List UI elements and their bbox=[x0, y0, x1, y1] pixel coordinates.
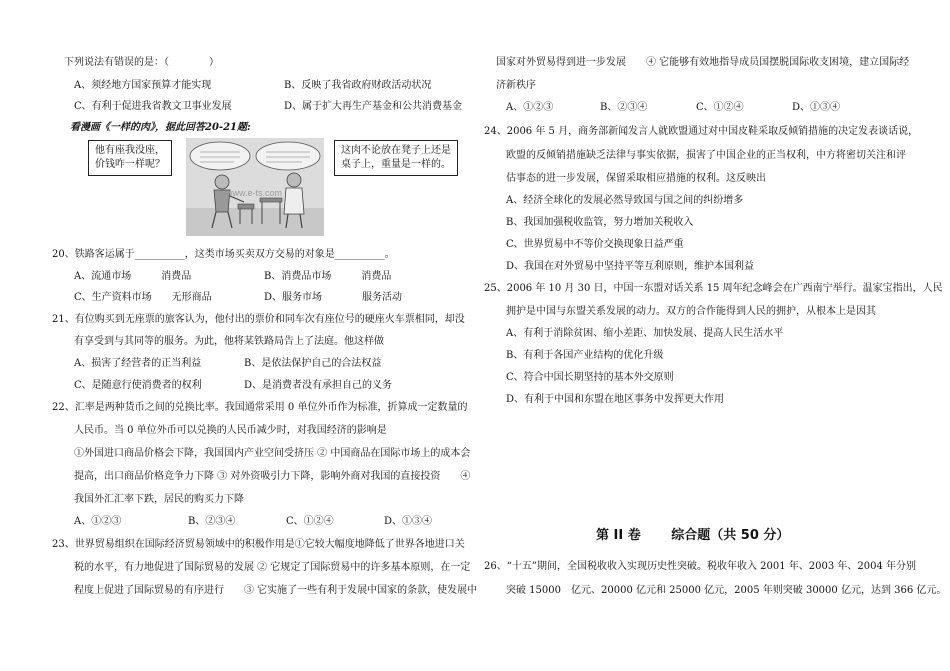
comic-image bbox=[186, 138, 324, 236]
comic-right-bubble-line-1: 这肉不论放在凳子上还是 bbox=[341, 145, 451, 156]
q20-stem: 20、铁路客运属于__________，这类市场买卖双方交易的对象是__________。 bbox=[52, 249, 395, 260]
q24-line-1: 24、2006 年 5 月，商务部新闻发言人就欧盟通过对中国皮鞋采取反倾销措施的决定发表谈话说， bbox=[484, 126, 919, 137]
comic-intro: 看漫画《一样的肉》，据此回答20-21题: bbox=[70, 122, 251, 133]
q21-line-1: 21、有位购买到无座票的旅客认为，他付出的票价和同车次有座位号的硬座火车票相同，却没 bbox=[52, 314, 465, 325]
comic-left-bubble bbox=[88, 140, 172, 176]
q20-option-c: C、生产资料市场 无形商品 bbox=[74, 292, 212, 303]
q24-option-b: B、我国加强税收监管，努力增加关税收入 bbox=[506, 217, 694, 228]
q23-option-d: D、①③④ bbox=[792, 102, 841, 113]
q26-line-2: 突破 15000 亿元、20000 亿元和 25000 亿元，2005 年则突破 30000 亿元，达到 366 亿元。 bbox=[506, 585, 947, 596]
q19-option-b: B、反映了我省政府财政活动状况 bbox=[284, 80, 432, 91]
q20-option-a: A、流通市场 消费品 bbox=[74, 271, 192, 282]
q25-option-c: C、符合中国长期坚持的基本外交原则 bbox=[506, 372, 674, 383]
q22-line-2: 人民币。当 0 单位外币可以兑换的人民币减少时，对我国经济的影响是 bbox=[74, 425, 387, 436]
q25-line-1: 25、2006 年 10 月 30 日，中国一东盟对话关系 15 周年纪念峰会在广西南宁举行。温家宝指出，人民 bbox=[484, 283, 943, 294]
q20-option-d: D、服务市场 服务活动 bbox=[264, 292, 403, 303]
q25-option-a: A、有利于消除贫困、缩小差距、加快发展、提高人民生活水平 bbox=[506, 328, 784, 339]
q20-option-b: B、消费品市场 消费品 bbox=[264, 271, 392, 282]
q21-option-a: A、损害了经营者的正当利益 bbox=[74, 358, 202, 369]
q23-option-b: B、②③④ bbox=[600, 102, 648, 113]
q23-line-3: 程度上促进了国际贸易的有序进行 ③ 它实施了一些有利于发展中国家的条款，使发展中 bbox=[74, 585, 478, 596]
q22-option-a: A、①②③ bbox=[74, 516, 122, 527]
q23-option-a: A、①②③ bbox=[506, 102, 554, 113]
q22-line-3: ①外国进口商品价格会下降，我国国内产业空间受挤压 ② 中国商品在国际市场上的成本会 bbox=[74, 448, 471, 459]
q22-line-5: 我国外汇汇率下跌，居民的购买力下降 bbox=[74, 494, 244, 505]
q21-line-2: 有享受到与其同等的服务。为此，他将某铁路局告上了法庭。他这样做 bbox=[74, 336, 384, 347]
q23-option-c: C、①②④ bbox=[696, 102, 744, 113]
comic-left-bubble-line-1: 他有座我没座， bbox=[95, 145, 165, 156]
q22-option-d: D、①③④ bbox=[384, 516, 433, 527]
q19-option-c: C、有利于促进我省教文卫事业发展 bbox=[74, 101, 232, 112]
q22-option-b: B、②③④ bbox=[188, 516, 236, 527]
part-two-title: 第 II 卷 综合题（共 50 分） bbox=[596, 528, 790, 543]
q22-option-c: C、①②④ bbox=[286, 516, 334, 527]
q21-option-b: B、是依法保护自己的合法权益 bbox=[244, 358, 382, 369]
q25-line-2: 拥护是中国与东盟关系发展的动力。双方的合作能得到人民的拥护，从根本上是因其 bbox=[506, 306, 876, 317]
q23-line-2: 税的水平，有力地促进了国际贸易的发展 ② 它规定了国际贸易中的许多基本原则，在一定 bbox=[74, 562, 471, 573]
comic-left-bubble-line-2: 价钱咋一样呢？ bbox=[95, 159, 165, 170]
q24-line-3: 估事态的进一步发展，保留采取相应措施的权利。这反映出 bbox=[506, 173, 766, 184]
q21-option-c: C、是随意行使消费者的权利 bbox=[74, 380, 202, 391]
comic-right-bubble-line-2: 桌子上，重量是一样的。 bbox=[341, 159, 451, 170]
q21-option-d: D、是消费者没有承担自己的义务 bbox=[244, 380, 393, 391]
q19-option-d: D、属于扩大再生产基金和公共消费基金 bbox=[284, 101, 463, 112]
q19-stem: 下列说法有错误的是：（ ） bbox=[64, 57, 219, 68]
q25-option-b: B、有利于各国产业结构的优化升级 bbox=[506, 350, 664, 361]
q19-option-a: A、须经地方国家预算才能实现 bbox=[74, 80, 212, 91]
q23-cont-line-1: 国家对外贸易得到进一步发展 ④ 它能够有效地指导成员国摆脱国际收支困境，建立国际经 bbox=[496, 57, 910, 68]
q22-line-1: 22、汇率是两种货币之间的兑换比率。我国通常采用 0 单位外币作为标准，折算成一定数量的 bbox=[52, 402, 468, 413]
q22-line-4: 提高，出口商品价格竞争力下降 ③ 对外资吸引力下降，影响外商对我国的直接投资 ④ bbox=[74, 471, 471, 482]
q23-cont-line-2: 济新秩序 bbox=[496, 80, 536, 91]
q24-option-a: A、经济全球化的发展必然导致国与国之间的纠纷增多 bbox=[506, 195, 744, 206]
q26-line-1: 26、“十五”期间，全国税收收入实现历史性突破。税收年收入 2001 年、2003 年、2004 年分别 bbox=[484, 561, 917, 572]
q24-option-c: C、世界贸易中不等价交换现象日益严重 bbox=[506, 239, 684, 250]
q24-line-2: 欧盟的反倾销措施缺乏法律与事实依据，损害了中国企业的正当权利，中方将密切关注和评 bbox=[506, 150, 906, 161]
q24-option-d: D、我国在对外贸易中坚持平等互利原则，维护本国利益 bbox=[506, 261, 755, 272]
q25-option-d: D、有利于中国和东盟在地区事务中发挥更大作用 bbox=[506, 394, 725, 405]
q23-line-1: 23、世界贸易组织在国际经济贸易领域中的积极作用是①它较大幅度地降低了世界各地进口关 bbox=[52, 539, 465, 550]
comic-watermark: www.e-ts.com bbox=[226, 188, 283, 198]
comic-right-bubble bbox=[334, 140, 458, 176]
